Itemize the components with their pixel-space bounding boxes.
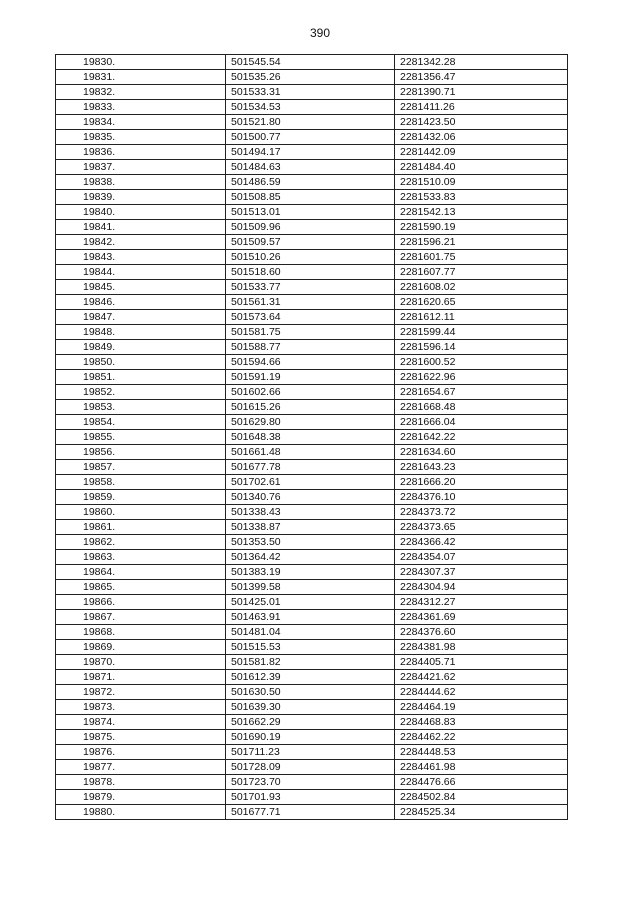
table-row [56,625,568,640]
point-number-cell: 19872. [56,685,226,700]
point-number-cell: 19858. [56,475,226,490]
table-row [56,580,568,595]
table-row [56,730,568,745]
table-row [56,760,568,775]
point-number-cell: 19877. [56,760,226,775]
point-number-cell: 19870. [56,655,226,670]
x-coordinate-cell: 501661.48 [226,445,395,460]
y-coordinate-cell: 2281442.09 [395,145,568,160]
y-coordinate-cell: 2281600.52 [395,355,568,370]
table-row [56,310,568,325]
table-row [56,190,568,205]
y-coordinate-cell: 2281622.96 [395,370,568,385]
point-number-cell: 19830. [56,55,226,70]
y-coordinate-cell: 2281510.09 [395,175,568,190]
table-row [56,340,568,355]
x-coordinate-cell: 501518.60 [226,265,395,280]
table-row [56,460,568,475]
table-row [56,400,568,415]
y-coordinate-cell: 2281590.19 [395,220,568,235]
x-coordinate-cell: 501690.19 [226,730,395,745]
table-row [56,205,568,220]
x-coordinate-cell: 501494.17 [226,145,395,160]
y-coordinate-cell: 2281596.14 [395,340,568,355]
y-coordinate-cell: 2281668.48 [395,400,568,415]
table-row [56,685,568,700]
table-row [56,145,568,160]
y-coordinate-cell: 2284312.27 [395,595,568,610]
point-number-cell: 19851. [56,370,226,385]
y-coordinate-cell: 2284376.10 [395,490,568,505]
table-row [56,85,568,100]
x-coordinate-cell: 501591.19 [226,370,395,385]
point-number-cell: 19857. [56,460,226,475]
point-number-cell: 19835. [56,130,226,145]
y-coordinate-cell: 2284448.53 [395,745,568,760]
y-coordinate-cell: 2281634.60 [395,445,568,460]
x-coordinate-cell: 501534.53 [226,100,395,115]
y-coordinate-cell: 2284464.19 [395,700,568,715]
x-coordinate-cell: 501500.77 [226,130,395,145]
table-row [56,490,568,505]
x-coordinate-cell: 501364.42 [226,550,395,565]
x-coordinate-cell: 501509.96 [226,220,395,235]
point-number-cell: 19832. [56,85,226,100]
table-row [56,775,568,790]
y-coordinate-cell: 2281607.77 [395,265,568,280]
y-coordinate-cell: 2281484.40 [395,160,568,175]
table-row [56,415,568,430]
x-coordinate-cell: 501561.31 [226,295,395,310]
point-number-cell: 19869. [56,640,226,655]
x-coordinate-cell: 501588.77 [226,340,395,355]
x-coordinate-cell: 501509.57 [226,235,395,250]
point-number-cell: 19866. [56,595,226,610]
table-row [56,505,568,520]
x-coordinate-cell: 501521.80 [226,115,395,130]
point-number-cell: 19878. [56,775,226,790]
table-row [56,265,568,280]
y-coordinate-cell: 2284525.34 [395,805,568,820]
x-coordinate-cell: 501677.78 [226,460,395,475]
point-number-cell: 19859. [56,490,226,505]
table-row [56,70,568,85]
point-number-cell: 19853. [56,400,226,415]
table-row [56,475,568,490]
table-row [56,595,568,610]
y-coordinate-cell: 2281643.23 [395,460,568,475]
point-number-cell: 19842. [56,235,226,250]
y-coordinate-cell: 2284354.07 [395,550,568,565]
point-number-cell: 19852. [56,385,226,400]
table-row [56,670,568,685]
point-number-cell: 19843. [56,250,226,265]
x-coordinate-cell: 501481.04 [226,625,395,640]
y-coordinate-cell: 2281608.02 [395,280,568,295]
point-number-cell: 19874. [56,715,226,730]
x-coordinate-cell: 501545.54 [226,55,395,70]
point-number-cell: 19841. [56,220,226,235]
table-row [56,385,568,400]
point-number-cell: 19850. [56,355,226,370]
y-coordinate-cell: 2284304.94 [395,580,568,595]
table-row [56,235,568,250]
point-number-cell: 19867. [56,610,226,625]
x-coordinate-cell: 501581.82 [226,655,395,670]
table-row [56,550,568,565]
point-number-cell: 19840. [56,205,226,220]
y-coordinate-cell: 2281601.75 [395,250,568,265]
point-number-cell: 19875. [56,730,226,745]
point-number-cell: 19839. [56,190,226,205]
y-coordinate-cell: 2281620.65 [395,295,568,310]
y-coordinate-cell: 2284462.22 [395,730,568,745]
x-coordinate-cell: 501648.38 [226,430,395,445]
table-row [56,115,568,130]
y-coordinate-cell: 2284444.62 [395,685,568,700]
point-number-cell: 19860. [56,505,226,520]
y-coordinate-cell: 2284307.37 [395,565,568,580]
x-coordinate-cell: 501711.23 [226,745,395,760]
x-coordinate-cell: 501630.50 [226,685,395,700]
y-coordinate-cell: 2284361.69 [395,610,568,625]
point-number-cell: 19846. [56,295,226,310]
x-coordinate-cell: 501399.58 [226,580,395,595]
y-coordinate-cell: 2281666.20 [395,475,568,490]
table-row [56,610,568,625]
table-row [56,130,568,145]
x-coordinate-cell: 501338.87 [226,520,395,535]
table-row [56,445,568,460]
point-number-cell: 19879. [56,790,226,805]
x-coordinate-cell: 501515.53 [226,640,395,655]
table-row [56,370,568,385]
table-row [56,790,568,805]
x-coordinate-cell: 501662.29 [226,715,395,730]
point-number-cell: 19880. [56,805,226,820]
point-number-cell: 19844. [56,265,226,280]
table-row [56,805,568,820]
x-coordinate-cell: 501340.76 [226,490,395,505]
table-row [56,100,568,115]
x-coordinate-cell: 501602.66 [226,385,395,400]
point-number-cell: 19831. [56,70,226,85]
y-coordinate-cell: 2281642.22 [395,430,568,445]
table-row [56,745,568,760]
y-coordinate-cell: 2281596.21 [395,235,568,250]
y-coordinate-cell: 2284366.42 [395,535,568,550]
x-coordinate-cell: 501353.50 [226,535,395,550]
x-coordinate-cell: 501383.19 [226,565,395,580]
table-row [56,295,568,310]
y-coordinate-cell: 2281666.04 [395,415,568,430]
y-coordinate-cell: 2281542.13 [395,205,568,220]
point-number-cell: 19834. [56,115,226,130]
x-coordinate-cell: 501513.01 [226,205,395,220]
x-coordinate-cell: 501701.93 [226,790,395,805]
x-coordinate-cell: 501486.59 [226,175,395,190]
y-coordinate-cell: 2281612.11 [395,310,568,325]
point-number-cell: 19838. [56,175,226,190]
point-number-cell: 19873. [56,700,226,715]
x-coordinate-cell: 501535.26 [226,70,395,85]
point-number-cell: 19855. [56,430,226,445]
point-number-cell: 19845. [56,280,226,295]
x-coordinate-cell: 501723.70 [226,775,395,790]
x-coordinate-cell: 501573.64 [226,310,395,325]
x-coordinate-cell: 501728.09 [226,760,395,775]
y-coordinate-cell: 2284421.62 [395,670,568,685]
y-coordinate-cell: 2284468.83 [395,715,568,730]
x-coordinate-cell: 501510.26 [226,250,395,265]
page-number: 390 [309,26,331,40]
point-number-cell: 19863. [56,550,226,565]
coordinates-table [55,54,568,820]
y-coordinate-cell: 2284476.66 [395,775,568,790]
point-number-cell: 19868. [56,625,226,640]
x-coordinate-cell: 501629.80 [226,415,395,430]
x-coordinate-cell: 501702.61 [226,475,395,490]
x-coordinate-cell: 501594.66 [226,355,395,370]
x-coordinate-cell: 501484.63 [226,160,395,175]
y-coordinate-cell: 2281411.26 [395,100,568,115]
point-number-cell: 19848. [56,325,226,340]
point-number-cell: 19833. [56,100,226,115]
x-coordinate-cell: 501612.39 [226,670,395,685]
y-coordinate-cell: 2284502.84 [395,790,568,805]
y-coordinate-cell: 2281432.06 [395,130,568,145]
x-coordinate-cell: 501508.85 [226,190,395,205]
x-coordinate-cell: 501533.31 [226,85,395,100]
point-number-cell: 19856. [56,445,226,460]
table-row [56,565,568,580]
table-row [56,250,568,265]
x-coordinate-cell: 501533.77 [226,280,395,295]
y-coordinate-cell: 2281390.71 [395,85,568,100]
y-coordinate-cell: 2284461.98 [395,760,568,775]
point-number-cell: 19862. [56,535,226,550]
y-coordinate-cell: 2281599.44 [395,325,568,340]
x-coordinate-cell: 501463.91 [226,610,395,625]
coordinates-table-body [56,55,568,820]
y-coordinate-cell: 2284405.71 [395,655,568,670]
point-number-cell: 19847. [56,310,226,325]
y-coordinate-cell: 2284381.98 [395,640,568,655]
table-row [56,355,568,370]
table-row [56,700,568,715]
y-coordinate-cell: 2281423.50 [395,115,568,130]
y-coordinate-cell: 2284376.60 [395,625,568,640]
x-coordinate-cell: 501677.71 [226,805,395,820]
point-number-cell: 19865. [56,580,226,595]
point-number-cell: 19854. [56,415,226,430]
y-coordinate-cell: 2284373.72 [395,505,568,520]
table-row [56,280,568,295]
table-row [56,220,568,235]
y-coordinate-cell: 2284373.65 [395,520,568,535]
table-row [56,55,568,70]
point-number-cell: 19864. [56,565,226,580]
point-number-cell: 19849. [56,340,226,355]
y-coordinate-cell: 2281356.47 [395,70,568,85]
table-row [56,640,568,655]
table-row [56,655,568,670]
table-row [56,535,568,550]
x-coordinate-cell: 501615.26 [226,400,395,415]
y-coordinate-cell: 2281533.83 [395,190,568,205]
x-coordinate-cell: 501581.75 [226,325,395,340]
table-row [56,520,568,535]
x-coordinate-cell: 501425.01 [226,595,395,610]
table-row [56,715,568,730]
table-row [56,325,568,340]
x-coordinate-cell: 501639.30 [226,700,395,715]
y-coordinate-cell: 2281342.28 [395,55,568,70]
table-row [56,175,568,190]
point-number-cell: 19871. [56,670,226,685]
point-number-cell: 19876. [56,745,226,760]
table-row [56,160,568,175]
y-coordinate-cell: 2281654.67 [395,385,568,400]
point-number-cell: 19861. [56,520,226,535]
table-row [56,430,568,445]
x-coordinate-cell: 501338.43 [226,505,395,520]
point-number-cell: 19836. [56,145,226,160]
point-number-cell: 19837. [56,160,226,175]
